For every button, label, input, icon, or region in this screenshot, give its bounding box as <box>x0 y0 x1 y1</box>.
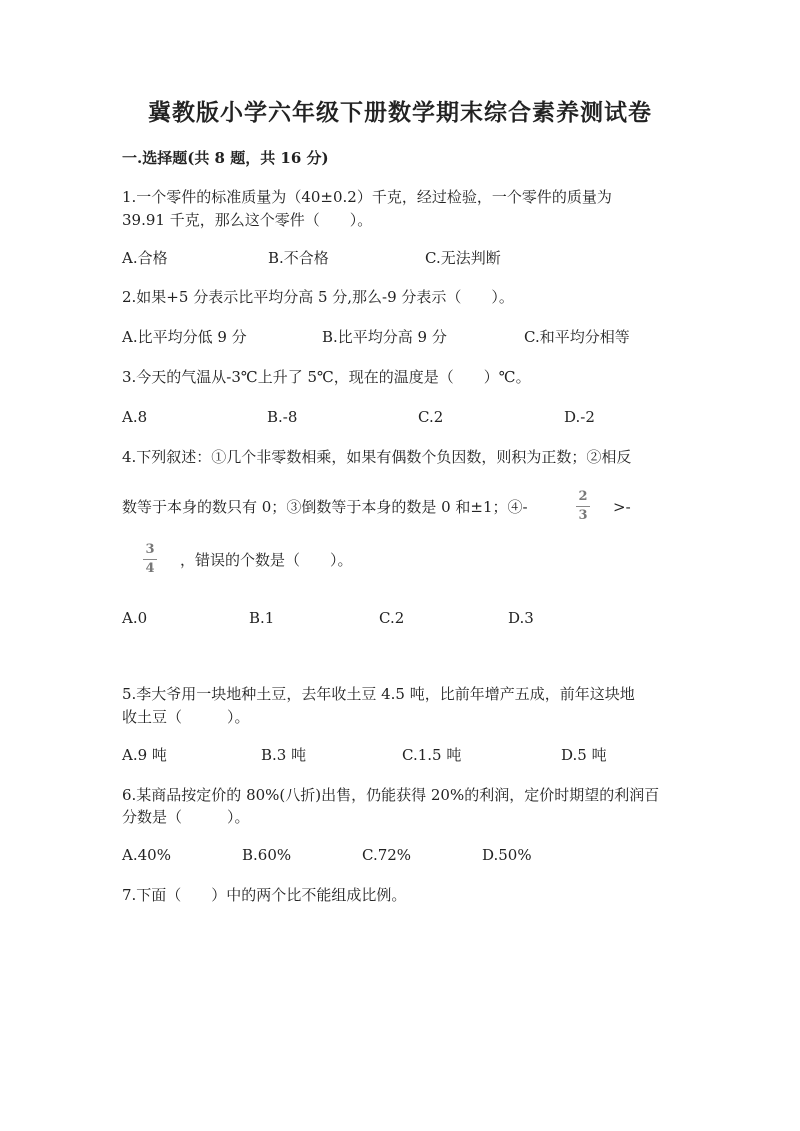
question-text: 4.下列叙述：①几个非零数相乘，如果有偶数个负因数，则积为正数；②相反 <box>122 448 632 466</box>
option-a: A.比平均分低 9 分 <box>122 328 247 346</box>
option-b: B.-8 <box>267 408 298 426</box>
option-b: B.3 吨 <box>261 746 307 764</box>
question-text: 7.下面（ ）中的两个比不能组成比例。 <box>122 886 407 904</box>
question-text: 分数是（ ）。 <box>122 808 250 826</box>
question-text: 39.91 千克，那么这个零件（ ）。 <box>122 211 373 229</box>
question-text: 6.某商品按定价的 80%(八折)出售，仍能获得 20%的利润，定价时期望的利润百 <box>122 786 660 804</box>
question-text: 5.李大爷用一块地种土豆，去年收土豆 4.5 吨，比前年增产五成，前年这块地 <box>122 685 635 703</box>
question-text: 数等于本身的数只有 0；③倒数等于本身的数是 0 和±1；④- <box>122 498 528 516</box>
option-c: C.无法判断 <box>425 249 501 267</box>
option-b: B.不合格 <box>268 249 329 267</box>
question-text: ，错误的个数是（ ）。 <box>180 551 353 569</box>
fraction-three-quarters <box>142 543 158 576</box>
numerator: 3 <box>145 542 155 557</box>
denominator: 3 <box>578 508 588 523</box>
option-b: B.60% <box>242 846 292 864</box>
option-d: D.-2 <box>564 408 595 426</box>
comparison-sign: >- <box>613 498 631 516</box>
fraction-two-thirds <box>575 490 591 523</box>
question-text: 2.如果+5 分表示比平均分高 5 分,那么-9 分表示（ ）。 <box>122 288 514 306</box>
option-a: A.8 <box>122 408 148 426</box>
option-c: C.1.5 吨 <box>402 746 462 764</box>
question-text: 1.一个零件的标准质量为（40±0.2）千克，经过检验，一个零件的质量为 <box>122 188 612 206</box>
option-c: C.2 <box>379 609 405 627</box>
numerator: 2 <box>578 489 588 504</box>
option-c: C.72% <box>362 846 412 864</box>
fraction-bar <box>143 559 157 560</box>
page-title: 冀教版小学六年级下册数学期末综合素养测试卷 <box>148 99 652 126</box>
option-b: B.比平均分高 9 分 <box>322 328 447 346</box>
question-text: 3.今天的气温从-3℃上升了 5℃，现在的温度是（ ）℃。 <box>122 368 531 386</box>
denominator: 4 <box>145 561 155 576</box>
option-a: A.0 <box>122 609 148 627</box>
option-c: C.2 <box>418 408 444 426</box>
option-a: A.40% <box>122 846 171 864</box>
option-d: D.5 吨 <box>561 746 607 764</box>
option-b: B.1 <box>249 609 275 627</box>
section-heading: 一.选择题(共 8 题，共 16 分) <box>122 149 329 167</box>
option-d: D.3 <box>508 609 534 627</box>
option-d: D.50% <box>482 846 532 864</box>
option-c: C.和平均分相等 <box>524 328 630 346</box>
option-a: A.合格 <box>122 249 168 267</box>
question-text: 收土豆（ ）。 <box>122 708 250 726</box>
fraction-bar <box>576 506 590 507</box>
option-a: A.9 吨 <box>122 746 167 764</box>
